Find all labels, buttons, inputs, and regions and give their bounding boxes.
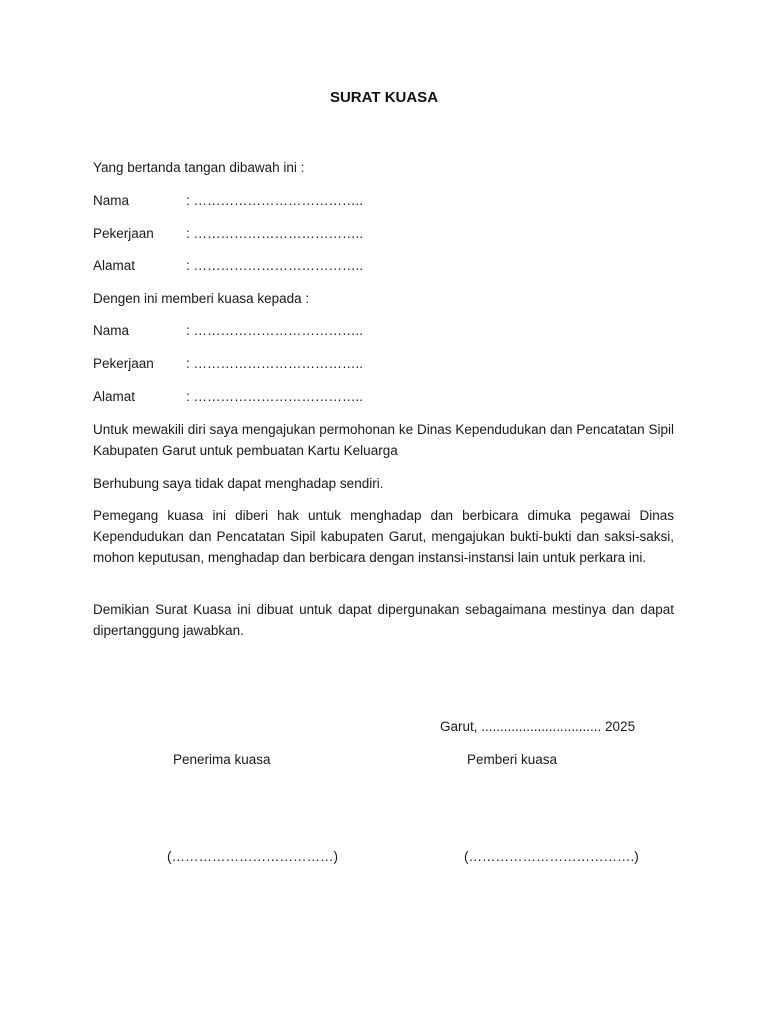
grantor-job-field [93,226,363,241]
field-value: : ……………………………….. [186,389,364,404]
purpose-paragraph: Untuk mewakili diri saya mengajukan permohonan ke Dinas Kependudukan dan Pencatatan Sipil Kabupaten Garut untuk pembuatan Kartu Keluarga [93,422,674,458]
giver-signature-line: (……………………………….) [464,849,639,864]
field-value: : ……………………………….. [186,323,364,338]
rights-paragraph: Pemegang kuasa ini diberi hak untuk menghadap dan berbicara dimuka pegawai Dinas Kependudukan dan Pencatatan Sipil kabupaten Garut, mengajukan bukti-bukti dan saksi-saksi, mohon keputusan, menghadap dan berbicara dengan instansi-instansi lain untuk perkara ini. [93,508,674,565]
field-value: : ……………………………….. [186,258,364,273]
grantor-address-field [93,258,363,273]
grantee-job-field [93,356,363,371]
field-label: Alamat [93,389,136,404]
grantee-name-field [93,323,363,338]
field-label: Nama [93,323,130,338]
field-label: Nama [93,193,130,208]
receiver-label: Penerima kuasa [173,752,271,767]
grant-intro-text: Dengen ini memberi kuasa kepada : [93,291,310,306]
grantor-name-field [93,193,363,208]
receiver-signature-line: (………………………………) [167,849,338,864]
field-value: : ……………………………….. [186,226,364,241]
place-date: Garut, ................................ 2025 [440,719,636,734]
reason-paragraph: Berhubung saya tidak dapat menghadap sendiri. [93,476,384,491]
field-label: Pekerjaan [93,226,154,241]
closing-paragraph: Demikian Surat Kuasa ini dibuat untuk dapat dipergunakan sebagaimana mestinya dan dapat dipertanggung jawabkan. [93,602,674,638]
field-label: Pekerjaan [93,356,154,371]
grantee-address-field [93,389,363,404]
field-value: : ……………………………….. [186,193,364,208]
giver-label: Pemberi kuasa [467,752,558,767]
field-label: Alamat [93,258,136,273]
intro-text: Yang bertanda tangan dibawah ini : [93,160,305,175]
field-value: : ……………………………….. [186,356,364,371]
document-title: SURAT KUASA [329,89,439,106]
